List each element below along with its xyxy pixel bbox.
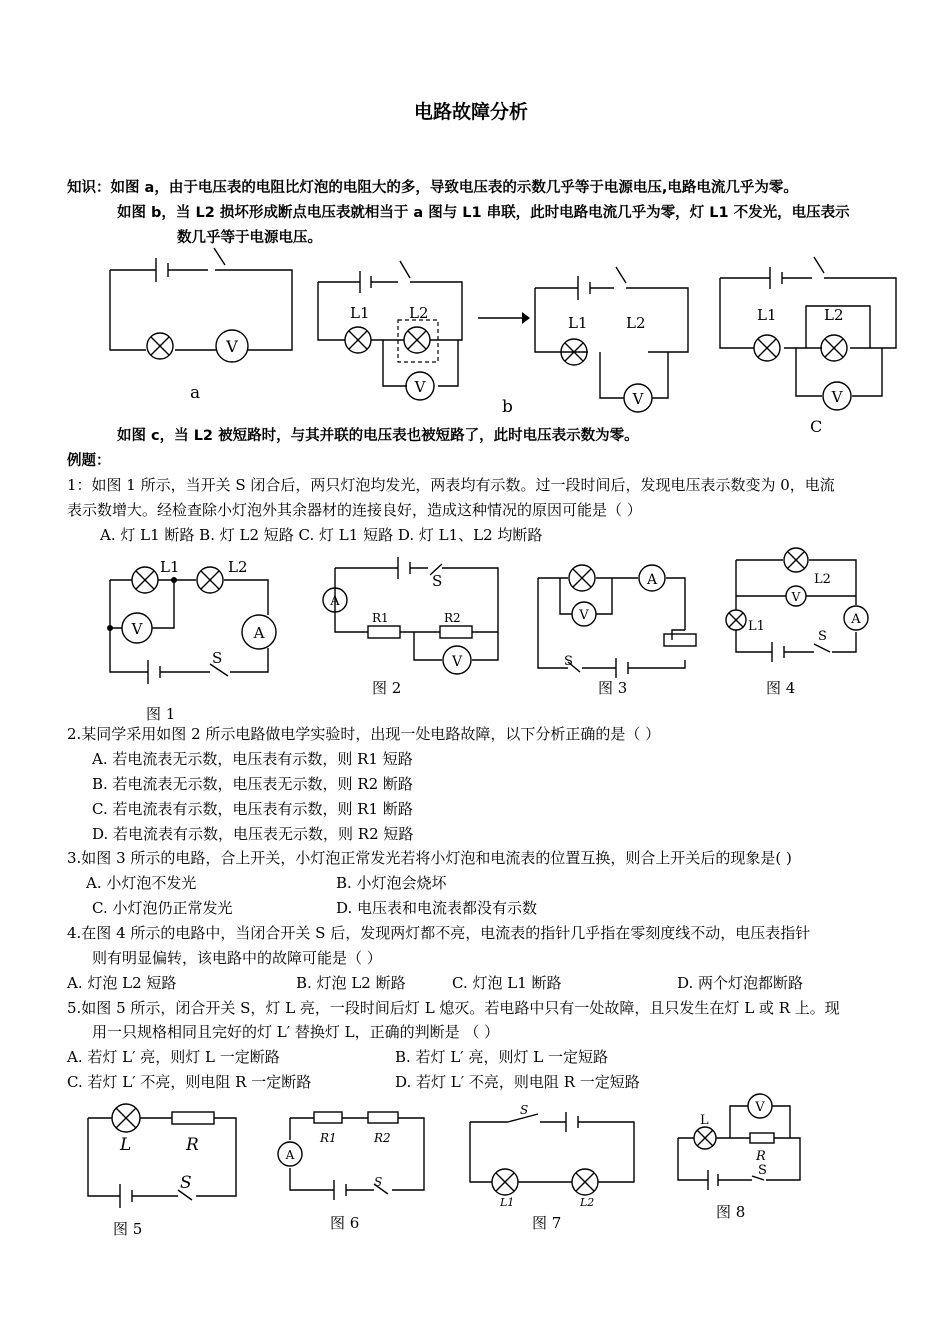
q4-line-1: 4.在图 4 所示的电路中，当闭合开关 S 后，发现两灯都不亮，电流表的指针几乎指在零刻度线不动，电压表指针 bbox=[67, 924, 811, 942]
lamp-icon bbox=[694, 1127, 716, 1149]
figure-4-caption: 图 4 bbox=[766, 679, 796, 697]
lamp-icon bbox=[492, 1169, 518, 1195]
q3-option-d: D. 电压表和电流表都没有示数 bbox=[336, 899, 538, 917]
figure-a-label: a bbox=[190, 383, 201, 403]
page-title: 电路故障分析 bbox=[414, 101, 529, 123]
svg-text:V: V bbox=[579, 608, 589, 623]
resistor-r1 bbox=[314, 1112, 342, 1123]
svg-text:L2: L2 bbox=[626, 314, 646, 332]
resistor-r bbox=[172, 1112, 214, 1124]
q4-option-b: B. 灯泡 L2 断路 bbox=[296, 974, 406, 992]
svg-text:L2: L2 bbox=[824, 306, 844, 324]
svg-text:L1: L1 bbox=[757, 306, 777, 324]
svg-text:A: A bbox=[646, 572, 658, 588]
svg-text:R2: R2 bbox=[374, 1131, 391, 1145]
q2-option-a: A. 若电流表无示数，电压表有示数，则 R1 短路 bbox=[92, 750, 413, 768]
knowledge-line-4: 如图 c，当 L2 被短路时，与其并联的电压表也被短路了，此时电压表示数为零。 bbox=[117, 428, 639, 444]
q5-option-b: B. 若灯 L′ 亮，则灯 L 一定短路 bbox=[395, 1048, 608, 1066]
svg-text:V: V bbox=[451, 654, 463, 670]
svg-text:V: V bbox=[131, 620, 143, 638]
q4-line-2: 则有明显偏转，该电路中的故障可能是（ ） bbox=[92, 949, 382, 967]
svg-text:R: R bbox=[756, 1149, 766, 1164]
q5-line-1: 5.如图 5 所示，闭合开关 S，灯 L 亮，一段时间后灯 L 熄灭。若电路中只有一处故障，且只发生在灯 L 或 R 上。现 bbox=[67, 999, 840, 1017]
q3-option-a: A. 小灯泡不发光 bbox=[86, 874, 197, 892]
svg-text:L1: L1 bbox=[748, 619, 765, 634]
svg-text:S: S bbox=[180, 1173, 192, 1193]
svg-text:S: S bbox=[432, 572, 443, 590]
svg-text:S: S bbox=[564, 654, 573, 669]
svg-text:S: S bbox=[374, 1175, 383, 1189]
figure-3-caption: 图 3 bbox=[598, 679, 628, 697]
knowledge-line-1: 知识：如图 a，由于电压表的电阻比灯泡的电阻大的多，导致电压表的示数几乎等于电源电压,电路电流几乎为零。 bbox=[67, 180, 798, 196]
q2-option-d: D. 若电流表有示数，电压表无示数，则 R2 短路 bbox=[92, 825, 414, 843]
svg-text:L: L bbox=[700, 1113, 709, 1128]
q5-line-2: 用一只规格相同且完好的灯 L′ 替换灯 L，正确的判断是 （ ） bbox=[92, 1023, 500, 1041]
svg-text:S: S bbox=[758, 1163, 767, 1178]
svg-text:L2: L2 bbox=[580, 1196, 595, 1209]
knowledge-line-3: 数几乎等于电源电压。 bbox=[177, 230, 322, 246]
q1-line-1: 1：如图 1 所示，当开关 S 闭合后，两只灯泡均发光，两表均有示数。过一段时间后，发现电压表示数变为 0，电流 bbox=[67, 476, 835, 494]
svg-text:R2: R2 bbox=[444, 611, 461, 625]
figure-7 bbox=[470, 1103, 634, 1232]
svg-text:R1: R1 bbox=[320, 1131, 337, 1145]
q5-option-c: C. 若灯 L′ 不亮，则电阻 R 一定断路 bbox=[67, 1073, 312, 1091]
svg-text:A: A bbox=[253, 624, 265, 642]
svg-text:S: S bbox=[520, 1103, 529, 1117]
lamp-icon bbox=[112, 1104, 140, 1132]
q2-stem: 2.某同学采用如图 2 所示电路做电学实验时，出现一处电路故障，以下分析正确的是（ ） bbox=[67, 725, 661, 743]
q4-option-c: C. 灯泡 L1 断路 bbox=[452, 974, 562, 992]
svg-text:S: S bbox=[818, 629, 827, 644]
svg-text:R: R bbox=[186, 1135, 199, 1155]
figure-b-label: b bbox=[502, 397, 513, 417]
ammeter-icon bbox=[278, 1142, 302, 1166]
figure-6 bbox=[278, 1112, 424, 1232]
resistor-r bbox=[750, 1133, 774, 1143]
q4-option-d: D. 两个灯泡都断路 bbox=[677, 974, 804, 992]
svg-text:L2: L2 bbox=[228, 558, 248, 576]
svg-text:R1: R1 bbox=[372, 611, 389, 625]
q2-option-b: B. 若电流表无示数，电压表无示数，则 R2 断路 bbox=[92, 775, 413, 793]
figure-2-caption: 图 2 bbox=[372, 679, 402, 697]
q5-option-d: D. 若灯 L′ 不亮，则电阻 R 一定短路 bbox=[395, 1073, 640, 1091]
figure-5-caption: 图 5 bbox=[113, 1220, 143, 1238]
resistor-r2 bbox=[368, 1112, 398, 1123]
q4-option-a: A. 灯泡 L2 短路 bbox=[67, 974, 177, 992]
figure-6-caption: 图 6 bbox=[330, 1214, 360, 1232]
figure-1-caption: 图 1 bbox=[146, 705, 176, 723]
svg-text:V: V bbox=[414, 378, 426, 396]
svg-text:L1: L1 bbox=[160, 558, 180, 576]
q3-option-b: B. 小灯泡会烧坏 bbox=[336, 874, 447, 892]
q2-option-c: C. 若电流表有示数，电压表有示数，则 R1 断路 bbox=[92, 800, 413, 818]
q3-stem: 3.如图 3 所示的电路，合上开关，小灯泡正常发光若将小灯泡和电流表的位置互换，则合上开关后的现象是( ) bbox=[67, 849, 792, 867]
figure-c-label: C bbox=[810, 417, 823, 436]
svg-text:L2: L2 bbox=[409, 304, 429, 322]
svg-text:L: L bbox=[120, 1135, 132, 1155]
voltmeter-icon bbox=[748, 1094, 772, 1118]
q5-option-a: A. 若灯 L′ 亮，则灯 L 一定断路 bbox=[67, 1048, 280, 1066]
svg-text:L1: L1 bbox=[350, 304, 370, 322]
svg-text:L2: L2 bbox=[814, 572, 831, 587]
svg-text:A: A bbox=[285, 1148, 295, 1162]
svg-text:L1: L1 bbox=[500, 1196, 515, 1209]
svg-text:A: A bbox=[330, 594, 340, 609]
q1-options: A. 灯 L1 断路 B. 灯 L2 短路 C. 灯 L1 短路 D. 灯 L1、L2 均断路 bbox=[100, 526, 543, 544]
q3-option-c: C. 小灯泡仍正常发光 bbox=[92, 899, 233, 917]
figure-5 bbox=[88, 1104, 236, 1238]
svg-text:V: V bbox=[791, 590, 801, 604]
knowledge-line-2: 如图 b，当 L2 损坏形成断点电压表就相当于 a 图与 L1 串联，此时电路电流几乎为零，灯 L1 不发光，电压表示 bbox=[117, 205, 850, 221]
lamp-icon bbox=[572, 1169, 598, 1195]
voltmeter-label: V bbox=[226, 337, 238, 356]
svg-text:V: V bbox=[632, 390, 644, 408]
svg-text:S: S bbox=[212, 649, 223, 667]
figure-7-caption: 图 7 bbox=[532, 1214, 562, 1232]
svg-text:L1: L1 bbox=[568, 314, 588, 332]
figure-8-caption: 图 8 bbox=[716, 1203, 746, 1221]
examples-label: 例题： bbox=[67, 453, 111, 469]
figure-8 bbox=[678, 1094, 800, 1221]
q1-line-2: 表示数增大。经检查除小灯泡外其余器材的连接良好，造成这种情况的原因可能是（ ） bbox=[67, 501, 642, 519]
svg-text:V: V bbox=[755, 1100, 765, 1115]
svg-text:A: A bbox=[851, 612, 861, 627]
svg-text:V: V bbox=[831, 388, 843, 406]
